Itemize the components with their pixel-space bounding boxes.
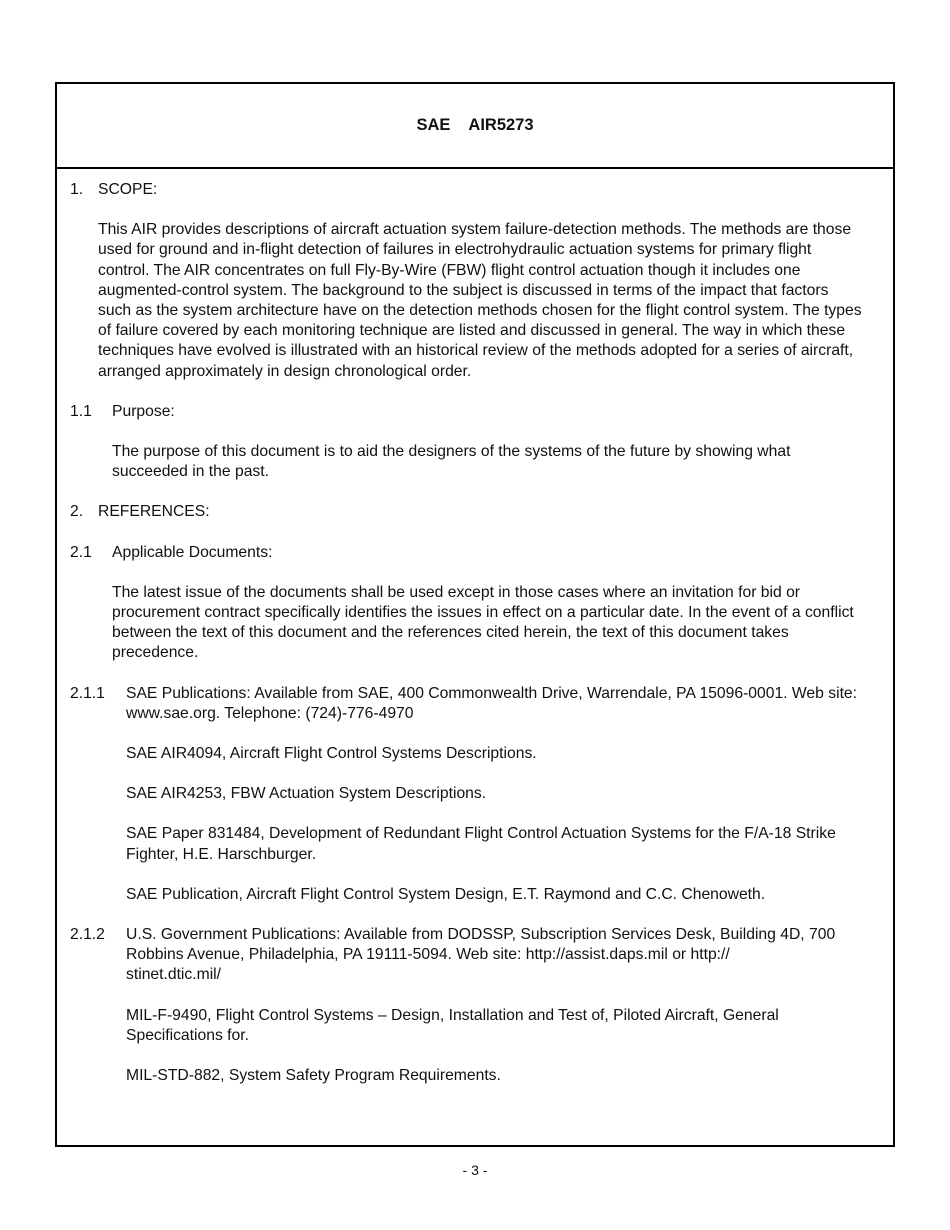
reference-item: SAE Paper 831484, Development of Redundant Flight Control Actuation Systems for the F/A-18 Strike Fighter, H.E. Harschburger. xyxy=(126,825,836,863)
reference-item: MIL-STD-882, System Safety Program Requirements. xyxy=(126,1067,501,1085)
section-title: REFERENCES: xyxy=(98,503,210,521)
section-title: Purpose: xyxy=(112,402,175,420)
page-number: - 3 - xyxy=(462,1162,488,1178)
section-number: 1. xyxy=(70,181,84,198)
section-heading-applicable-documents xyxy=(70,543,865,563)
section-heading-scope xyxy=(70,180,865,200)
section-title: Applicable Documents: xyxy=(112,543,273,561)
header-org: SAE xyxy=(416,116,451,134)
reference-item: SAE Publication, Aircraft Flight Control System Design, E.T. Raymond and C.C. Chenoweth. xyxy=(126,885,766,903)
section-title: SCOPE: xyxy=(98,181,158,198)
section-number: 2. xyxy=(70,503,84,521)
purpose-paragraph: The purpose of this document is to aid the designers of the systems of the future by showing what succeeded in the past. xyxy=(112,443,791,481)
scope-paragraph: This AIR provides descriptions of aircraft actuation system failure-detection methods. The methods are those used for ground and in-flight detection of failures in electrohydraulic actuation systems for primary flight control. The AIR concentrates on full Fly-By-Wire (FBW) flight control actuation though it includes one augmented-control system. The background to the subject is discussed in terms of the impact that factors such as the system architecture have on the detection methods chosen for the flight control system. The types of failure covered by each monitoring technique are listed and discussed in general. The way in which these techniques have evolved is illustrated with an historical review of the methods adopted for a series of aircraft, arranged approximately in design chronological order. xyxy=(98,221,862,380)
header-doc-number: AIR5273 xyxy=(468,116,534,134)
section-number: 1.1 xyxy=(70,402,92,420)
section-number: 2.1.1 xyxy=(70,684,105,702)
section-heading-purpose xyxy=(70,402,865,422)
section-title: SAE Publications: Available from SAE, 400 Commonwealth Drive, Warrendale, PA 15096-0001. Web site: www.sae.org. Telephone: (724)-776-4970 xyxy=(126,684,858,722)
section-number: 2.1 xyxy=(70,543,92,561)
reference-item: MIL-F-9490, Flight Control Systems – Design, Installation and Test of, Piloted Aircraft, General Specifications for. xyxy=(126,1006,779,1044)
document-header xyxy=(57,84,893,169)
section-heading-gov-publications xyxy=(70,925,865,986)
reference-item: SAE AIR4253, FBW Actuation System Descriptions. xyxy=(126,785,487,803)
page-frame xyxy=(55,82,895,1147)
section-number: 2.1.2 xyxy=(70,926,105,944)
document-body xyxy=(57,169,893,1086)
reference-item: SAE AIR4094, Aircraft Flight Control Systems Descriptions. xyxy=(126,745,537,763)
applicable-documents-paragraph: The latest issue of the documents shall be used except in those cases where an invitation for bid or procurement contract specifically identifies the issues in effect on a particular date. In the event of a conflict between the text of this document and the references cited herein, the text of this document takes precedence. xyxy=(112,583,854,662)
section-title: U.S. Government Publications: Available from DODSSP, Subscription Services Desk, Building 4D, 700 Robbins Avenue, Philadelphia, PA 19111-5094. Web site: http://assist.daps.mil or http:// stinet.dtic.mil/ xyxy=(126,926,836,984)
section-heading-sae-publications xyxy=(70,684,865,724)
section-heading-references xyxy=(70,502,865,522)
